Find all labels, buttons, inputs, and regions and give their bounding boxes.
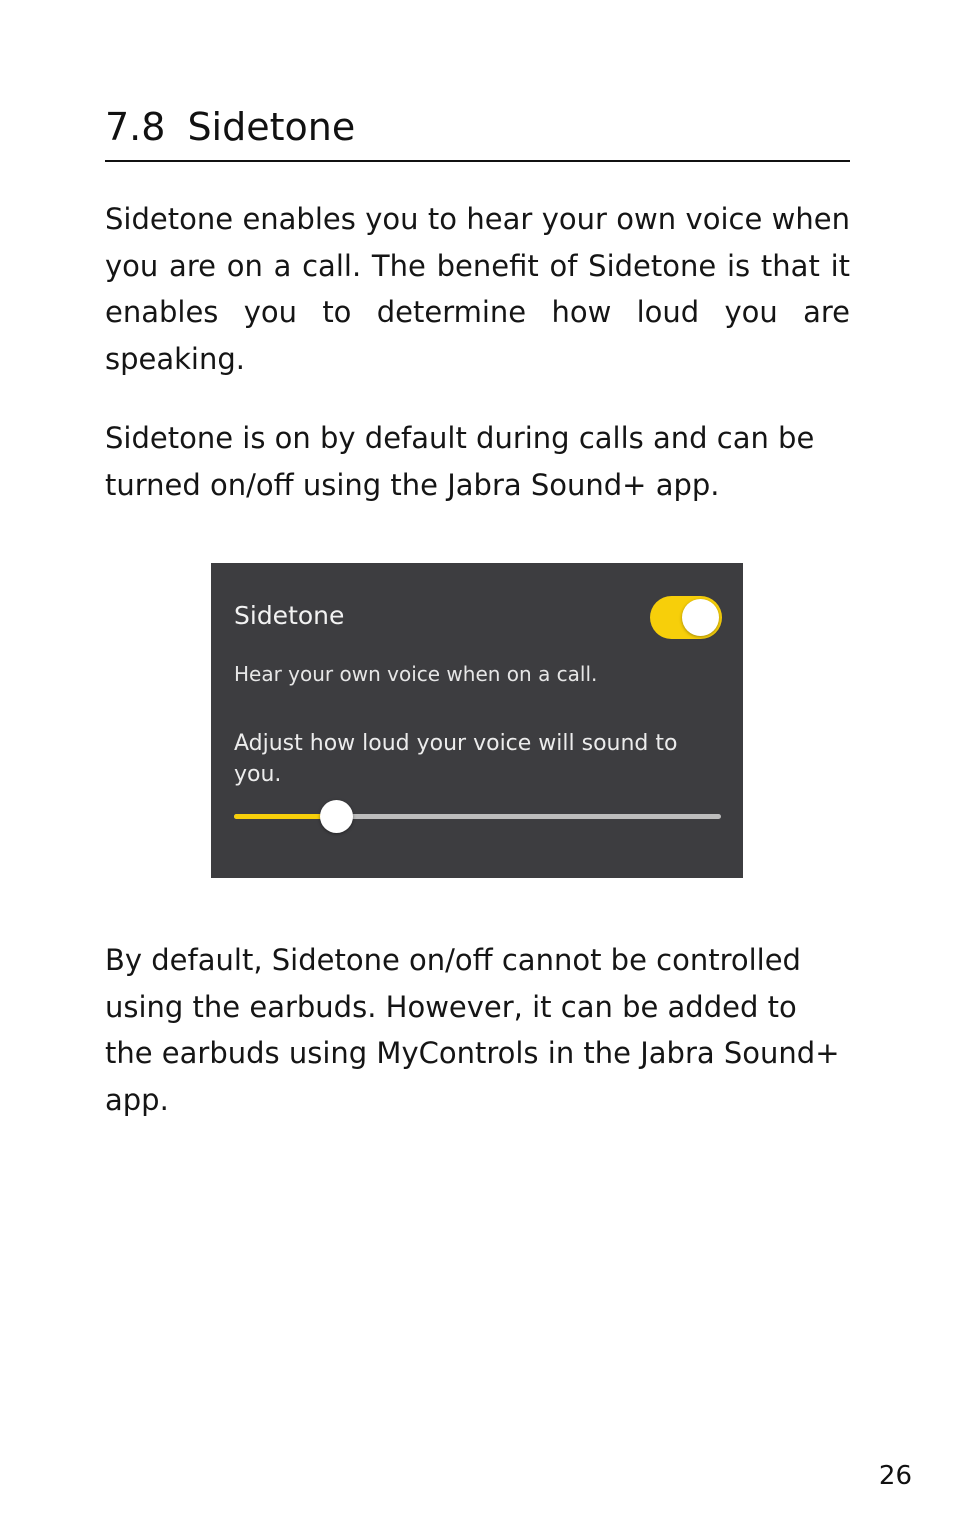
heading-divider <box>105 160 850 162</box>
default-paragraph: Sidetone is on by default during calls and can be turned on/off using the Jabra Sound+ app. <box>105 421 815 502</box>
toggle-knob <box>682 599 719 636</box>
section-number: 7.8 <box>105 105 166 149</box>
volume-adjust-label: Adjust how loud your voice will sound to you. <box>234 731 678 787</box>
sidetone-setting-title: Sidetone <box>234 601 345 630</box>
sidetone-description: Hear your own voice when on a call. <box>234 662 598 686</box>
app-screenshot-figure <box>211 563 743 878</box>
slider-thumb[interactable] <box>320 800 353 833</box>
sidetone-toggle[interactable] <box>650 596 722 639</box>
page-number: 26 <box>878 1461 912 1491</box>
sidetone-volume-slider[interactable] <box>234 801 721 831</box>
intro-paragraph: Sidetone enables you to hear your own voice when you are on a call. The benefit of Sidetone is that it enables you to determine how loud you are speaking. <box>105 202 850 376</box>
mycontrols-paragraph: By default, Sidetone on/off cannot be controlled using the earbuds. However, it can be added to the earbuds using MyControls in the Jabra Sound+ app. <box>105 943 840 1117</box>
section-heading <box>105 104 850 150</box>
section-title: Sidetone <box>187 105 356 149</box>
